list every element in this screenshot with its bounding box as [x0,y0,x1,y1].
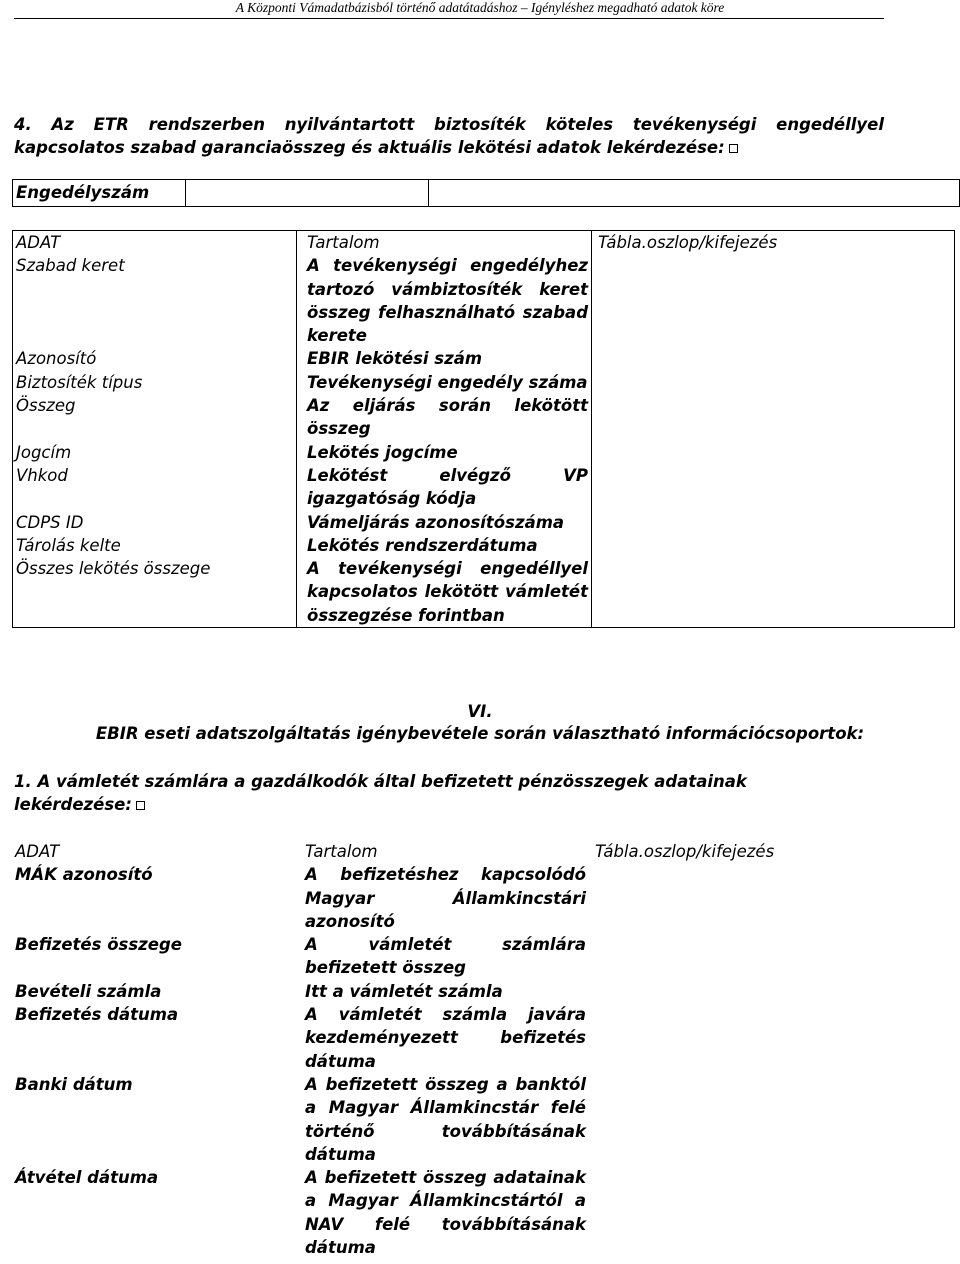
adat-cell: Befizetés összege [15,935,182,955]
table-row [13,557,955,627]
tabla-oszlop-cell [589,933,951,980]
table-row [12,863,951,933]
tabla-oszlop-cell [592,557,955,627]
table-row [12,933,951,980]
adat-cell: Vhkod [13,464,297,511]
tartalom-cell: Itt a vámletét számla [305,981,503,1001]
tartalom-cell: A vámletét számla javára kezdeményezett befizetés dátuma [305,1005,586,1071]
adat-cell: Azonosító [13,347,297,370]
adat-cell: MÁK azonosító [15,865,153,885]
tabla-oszlop-cell [592,511,955,534]
tabla-oszlop-cell [592,371,955,394]
tabla-oszlop-cell [592,441,955,464]
tabla-oszlop-cell [589,1003,951,1073]
adat-cell: Összes lekötés összege [13,557,297,627]
tartalom-cell: A befizetett összeg adatainak a Magyar Államkincstártól a NAV felé továbbításának dátuma [305,1168,586,1258]
table-row [12,1003,951,1073]
tabla-oszlop-cell [592,464,955,511]
engedelyszam-label: Engedélyszám [12,179,186,207]
adat-cell: Banki dátum [15,1074,133,1094]
table-szabad-keret [12,230,955,628]
section-4-title-text: 4. Az ETR rendszerben nyilvántartott biztosíték köteles tevékenységi engedéllyel kapcsolatos szabad garanciaösszeg és aktuális lekötési adatok lekérdezése: [14,115,884,157]
table-header-cell: ADAT [15,842,60,861]
table-row [13,441,955,464]
tartalom-cell: A befizetett összeg a banktól a Magyar Államkincstár felé történő továbbításának dátuma [305,1074,586,1164]
adat-cell: Befizetés dátuma [15,1005,179,1025]
section-6-sub-1 [14,770,814,816]
table-header-row [13,231,955,255]
table-row [13,347,955,370]
tartalom-cell: A tevékenységi engedéllyel kapcsolatos lekötött vámletét összegzése forintban [297,557,592,627]
header-rule [14,18,884,19]
table-row [13,254,955,347]
tabla-oszlop-cell [589,863,951,933]
tartalom-cell: Lekötés rendszerdátuma [297,534,592,557]
section-6-roman: VI. [467,702,493,721]
tartalom-cell: Lekötést elvégző VP igazgatóság kódja [297,464,592,511]
tartalom-cell: A tevékenységi engedélyhez tartozó vámbiztosíték keret összeg felhasználható szabad kerete [297,254,592,347]
adat-cell: Bevételi számla [15,981,162,1001]
table-row [13,394,955,441]
adat-cell: Összeg [13,394,297,441]
section-6-sub-1-text: 1. A vámletét számlára a gazdálkodók által befizetett pénzösszegek adatainak lekérdezése: [14,772,747,814]
engedelyszam-input-cell[interactable] [185,179,429,207]
tartalom-cell: A vámletét számlára befizetett összeg [305,935,586,978]
adat-cell: Biztosíték típus [13,371,297,394]
adat-cell: Átvétel dátuma [15,1168,159,1188]
running-header: A Központi Vámadatbázisból történő adatátadáshoz – Igényléshez megadható adatok köre [235,0,725,15]
tartalom-cell: Tevékenységi engedély száma [297,371,592,394]
table-header-cell: Tábla.oszlop/kifejezés [595,842,775,861]
section-6-title: EBIR eseti adatszolgáltatás igénybevétele során választható információcsoportok: [95,724,865,743]
tabla-oszlop-cell [592,254,955,347]
tartalom-cell: Lekötés jogcíme [297,441,592,464]
table-row [12,1073,951,1166]
tabla-oszlop-cell [592,534,955,557]
tabla-oszlop-cell [592,394,955,441]
table-row [13,464,955,511]
table-row [12,1166,951,1259]
section-4-title [14,113,884,159]
table-row [12,980,951,1003]
table-header-row [12,840,951,863]
tabla-oszlop-cell [589,1073,951,1166]
engedelyszam-empty-cell [428,179,960,207]
engedelyszam-row [12,179,960,207]
table-header-cell: Tartalom [297,231,592,255]
tartalom-cell: EBIR lekötési szám [297,347,592,370]
tabla-oszlop-cell [592,347,955,370]
tartalom-cell: Vámeljárás azonosítószáma [297,511,592,534]
tartalom-cell: A befizetéshez kapcsolódó Magyar Államkincstári azonosító [305,865,586,931]
table-row [13,534,955,557]
table-row [13,511,955,534]
table-header-cell: Tábla.oszlop/kifejezés [592,231,955,255]
table-header-cell: ADAT [13,231,297,255]
tabla-oszlop-cell [589,1166,951,1259]
checkbox-icon[interactable] [136,801,145,810]
adat-cell: Tárolás kelte [13,534,297,557]
checkbox-icon[interactable] [729,144,738,153]
table-befizetesek [12,840,951,1259]
table-header-cell: Tartalom [305,842,378,861]
table-row [13,371,955,394]
adat-cell: CDPS ID [13,511,297,534]
adat-cell: Szabad keret [13,254,297,347]
adat-cell: Jogcím [13,441,297,464]
tabla-oszlop-cell [589,980,951,1003]
tartalom-cell: Az eljárás során lekötött összeg [297,394,592,441]
